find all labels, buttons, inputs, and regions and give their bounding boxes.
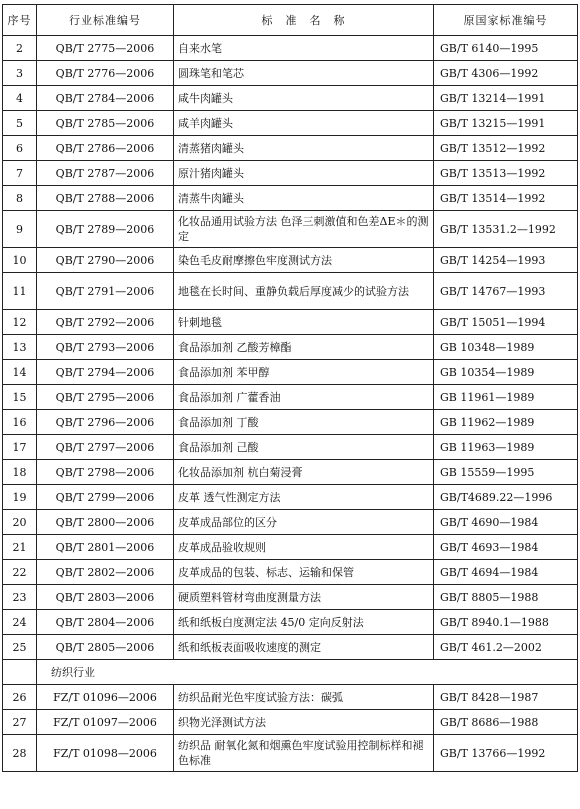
table-row	[3, 161, 578, 186]
table-row	[3, 685, 578, 710]
section-label: 纺织行业	[37, 660, 578, 685]
row-serial: 11	[3, 273, 37, 310]
row-original-standard: GB/T 8805—1988	[434, 585, 578, 610]
row-original-standard: GB/T 13214—1991	[434, 86, 578, 111]
row-industry-standard: QB/T 2786—2006	[37, 136, 174, 161]
table-row	[3, 335, 578, 360]
row-standard-name: 清蒸牛肉罐头	[174, 186, 434, 211]
table-row	[3, 86, 578, 111]
row-standard-name: 化妆品添加剂 杭白菊浸膏	[174, 460, 434, 485]
row-industry-standard: QB/T 2797—2006	[37, 435, 174, 460]
row-industry-standard: FZ/T 01098—2006	[37, 735, 174, 772]
row-standard-name: 针刺地毯	[174, 310, 434, 335]
row-standard-name: 地毯在长时间、重静负载后厚度减少的试验方法	[174, 273, 434, 310]
row-standard-name: 化妆品通用试验方法 色泽三刺激值和色差ΔE＊的测定	[174, 211, 434, 248]
row-serial: 19	[3, 485, 37, 510]
row-industry-standard: QB/T 2789—2006	[37, 211, 174, 248]
row-industry-standard: FZ/T 01096—2006	[37, 685, 174, 710]
table-row	[3, 460, 578, 485]
row-serial: 18	[3, 460, 37, 485]
row-standard-name: 咸牛肉罐头	[174, 86, 434, 111]
table-row	[3, 360, 578, 385]
table-row	[3, 136, 578, 161]
row-serial: 17	[3, 435, 37, 460]
table-row	[3, 485, 578, 510]
row-standard-name: 咸羊肉罐头	[174, 111, 434, 136]
table-row	[3, 385, 578, 410]
row-standard-name: 皮革成品验收规则	[174, 535, 434, 560]
table-row	[3, 111, 578, 136]
row-serial: 22	[3, 560, 37, 585]
table-row	[3, 635, 578, 660]
row-original-standard: GB/T 4690—1984	[434, 510, 578, 535]
standards-table	[2, 4, 578, 772]
table-row	[3, 560, 578, 585]
row-standard-name: 纺织品耐光色牢度试验方法：碳弧	[174, 685, 434, 710]
row-industry-standard: FZ/T 01097—2006	[37, 710, 174, 735]
row-serial: 28	[3, 735, 37, 772]
row-original-standard: GB/T 14254—1993	[434, 248, 578, 273]
row-standard-name: 食品添加剂 己酸	[174, 435, 434, 460]
section-row-textile	[3, 660, 578, 685]
row-original-standard: GB 11963—1989	[434, 435, 578, 460]
row-standard-name: 纺织品 耐氧化氮和烟熏色牢度试验用控制标样和褪色标准	[174, 735, 434, 772]
row-original-standard: GB/T 461.2—2002	[434, 635, 578, 660]
row-serial: 24	[3, 610, 37, 635]
table-row	[3, 610, 578, 635]
row-industry-standard: QB/T 2804—2006	[37, 610, 174, 635]
row-serial: 13	[3, 335, 37, 360]
row-serial: 15	[3, 385, 37, 410]
header-standard-name: 标 准 名 称	[174, 5, 434, 36]
row-serial: 12	[3, 310, 37, 335]
table-row	[3, 211, 578, 248]
row-standard-name: 食品添加剂 乙酸芳樟酯	[174, 335, 434, 360]
table-row	[3, 735, 578, 772]
row-original-standard: GB/T 6140—1995	[434, 36, 578, 61]
row-standard-name: 染色毛皮耐摩擦色牢度测试方法	[174, 248, 434, 273]
row-original-standard: GB/T 13513—1992	[434, 161, 578, 186]
header-industry-standard: 行业标准编号	[37, 5, 174, 36]
row-serial: 14	[3, 360, 37, 385]
row-serial: 6	[3, 136, 37, 161]
table-row	[3, 310, 578, 335]
row-industry-standard: QB/T 2785—2006	[37, 111, 174, 136]
row-industry-standard: QB/T 2802—2006	[37, 560, 174, 585]
row-original-standard: GB 10348—1989	[434, 335, 578, 360]
row-industry-standard: QB/T 2803—2006	[37, 585, 174, 610]
row-standard-name: 原汁猪肉罐头	[174, 161, 434, 186]
row-original-standard: GB/T4689.22—1996	[434, 485, 578, 510]
row-industry-standard: QB/T 2798—2006	[37, 460, 174, 485]
row-original-standard: GB/T 13766—1992	[434, 735, 578, 772]
table-row	[3, 435, 578, 460]
header-original-national-standard: 原国家标准编号	[434, 5, 578, 36]
row-standard-name: 纸和纸板白度测定法 45/0 定向反射法	[174, 610, 434, 635]
table-row	[3, 585, 578, 610]
row-industry-standard: QB/T 2784—2006	[37, 86, 174, 111]
row-standard-name: 圆珠笔和笔芯	[174, 61, 434, 86]
row-original-standard: GB 10354—1989	[434, 360, 578, 385]
table-row	[3, 248, 578, 273]
row-serial: 20	[3, 510, 37, 535]
row-industry-standard: QB/T 2796—2006	[37, 410, 174, 435]
row-original-standard: GB/T 4306—1992	[434, 61, 578, 86]
row-original-standard: GB/T 4694—1984	[434, 560, 578, 585]
row-industry-standard: QB/T 2791—2006	[37, 273, 174, 310]
row-serial: 25	[3, 635, 37, 660]
row-industry-standard: QB/T 2775—2006	[37, 36, 174, 61]
row-standard-name: 硬质塑料管材弯曲度测量方法	[174, 585, 434, 610]
row-original-standard: GB/T 13514—1992	[434, 186, 578, 211]
table-header-row	[3, 5, 578, 36]
row-serial: 23	[3, 585, 37, 610]
row-industry-standard: QB/T 2799—2006	[37, 485, 174, 510]
row-original-standard: GB 15559—1995	[434, 460, 578, 485]
row-industry-standard: QB/T 2801—2006	[37, 535, 174, 560]
row-original-standard: GB/T 13531.2—1992	[434, 211, 578, 248]
row-industry-standard: QB/T 2794—2006	[37, 360, 174, 385]
row-standard-name: 自来水笔	[174, 36, 434, 61]
header-serial: 序号	[3, 5, 37, 36]
row-serial: 26	[3, 685, 37, 710]
table-row	[3, 273, 578, 310]
row-industry-standard: QB/T 2793—2006	[37, 335, 174, 360]
table-row	[3, 410, 578, 435]
row-serial: 9	[3, 211, 37, 248]
section-spacer	[3, 660, 37, 685]
row-industry-standard: QB/T 2787—2006	[37, 161, 174, 186]
row-standard-name: 织物光泽测试方法	[174, 710, 434, 735]
table-row	[3, 510, 578, 535]
row-standard-name: 皮革成品部位的区分	[174, 510, 434, 535]
row-original-standard: GB/T 14767—1993	[434, 273, 578, 310]
table-row	[3, 36, 578, 61]
row-standard-name: 食品添加剂 广藿香油	[174, 385, 434, 410]
row-original-standard: GB/T 8940.1—1988	[434, 610, 578, 635]
row-serial: 5	[3, 111, 37, 136]
row-industry-standard: QB/T 2792—2006	[37, 310, 174, 335]
row-serial: 21	[3, 535, 37, 560]
row-standard-name: 皮革 透气性测定方法	[174, 485, 434, 510]
row-serial: 10	[3, 248, 37, 273]
row-standard-name: 皮革成品的包装、标志、运输和保管	[174, 560, 434, 585]
row-industry-standard: QB/T 2800—2006	[37, 510, 174, 535]
row-original-standard: GB/T 8428—1987	[434, 685, 578, 710]
row-standard-name: 清蒸猪肉罐头	[174, 136, 434, 161]
row-serial: 4	[3, 86, 37, 111]
row-standard-name: 食品添加剂 苯甲醇	[174, 360, 434, 385]
row-industry-standard: QB/T 2795—2006	[37, 385, 174, 410]
table-row	[3, 710, 578, 735]
row-original-standard: GB/T 4693—1984	[434, 535, 578, 560]
row-serial: 7	[3, 161, 37, 186]
row-industry-standard: QB/T 2776—2006	[37, 61, 174, 86]
row-serial: 2	[3, 36, 37, 61]
row-original-standard: GB/T 13512—1992	[434, 136, 578, 161]
row-serial: 3	[3, 61, 37, 86]
row-original-standard: GB 11962—1989	[434, 410, 578, 435]
row-original-standard: GB/T 15051—1994	[434, 310, 578, 335]
row-standard-name: 食品添加剂 丁酸	[174, 410, 434, 435]
row-original-standard: GB/T 8686—1988	[434, 710, 578, 735]
row-serial: 16	[3, 410, 37, 435]
table-row	[3, 186, 578, 211]
table-row	[3, 61, 578, 86]
row-industry-standard: QB/T 2788—2006	[37, 186, 174, 211]
row-serial: 8	[3, 186, 37, 211]
row-standard-name: 纸和纸板表面吸收速度的测定	[174, 635, 434, 660]
table-row	[3, 535, 578, 560]
row-original-standard: GB 11961—1989	[434, 385, 578, 410]
row-industry-standard: QB/T 2790—2006	[37, 248, 174, 273]
row-industry-standard: QB/T 2805—2006	[37, 635, 174, 660]
row-original-standard: GB/T 13215—1991	[434, 111, 578, 136]
row-serial: 27	[3, 710, 37, 735]
